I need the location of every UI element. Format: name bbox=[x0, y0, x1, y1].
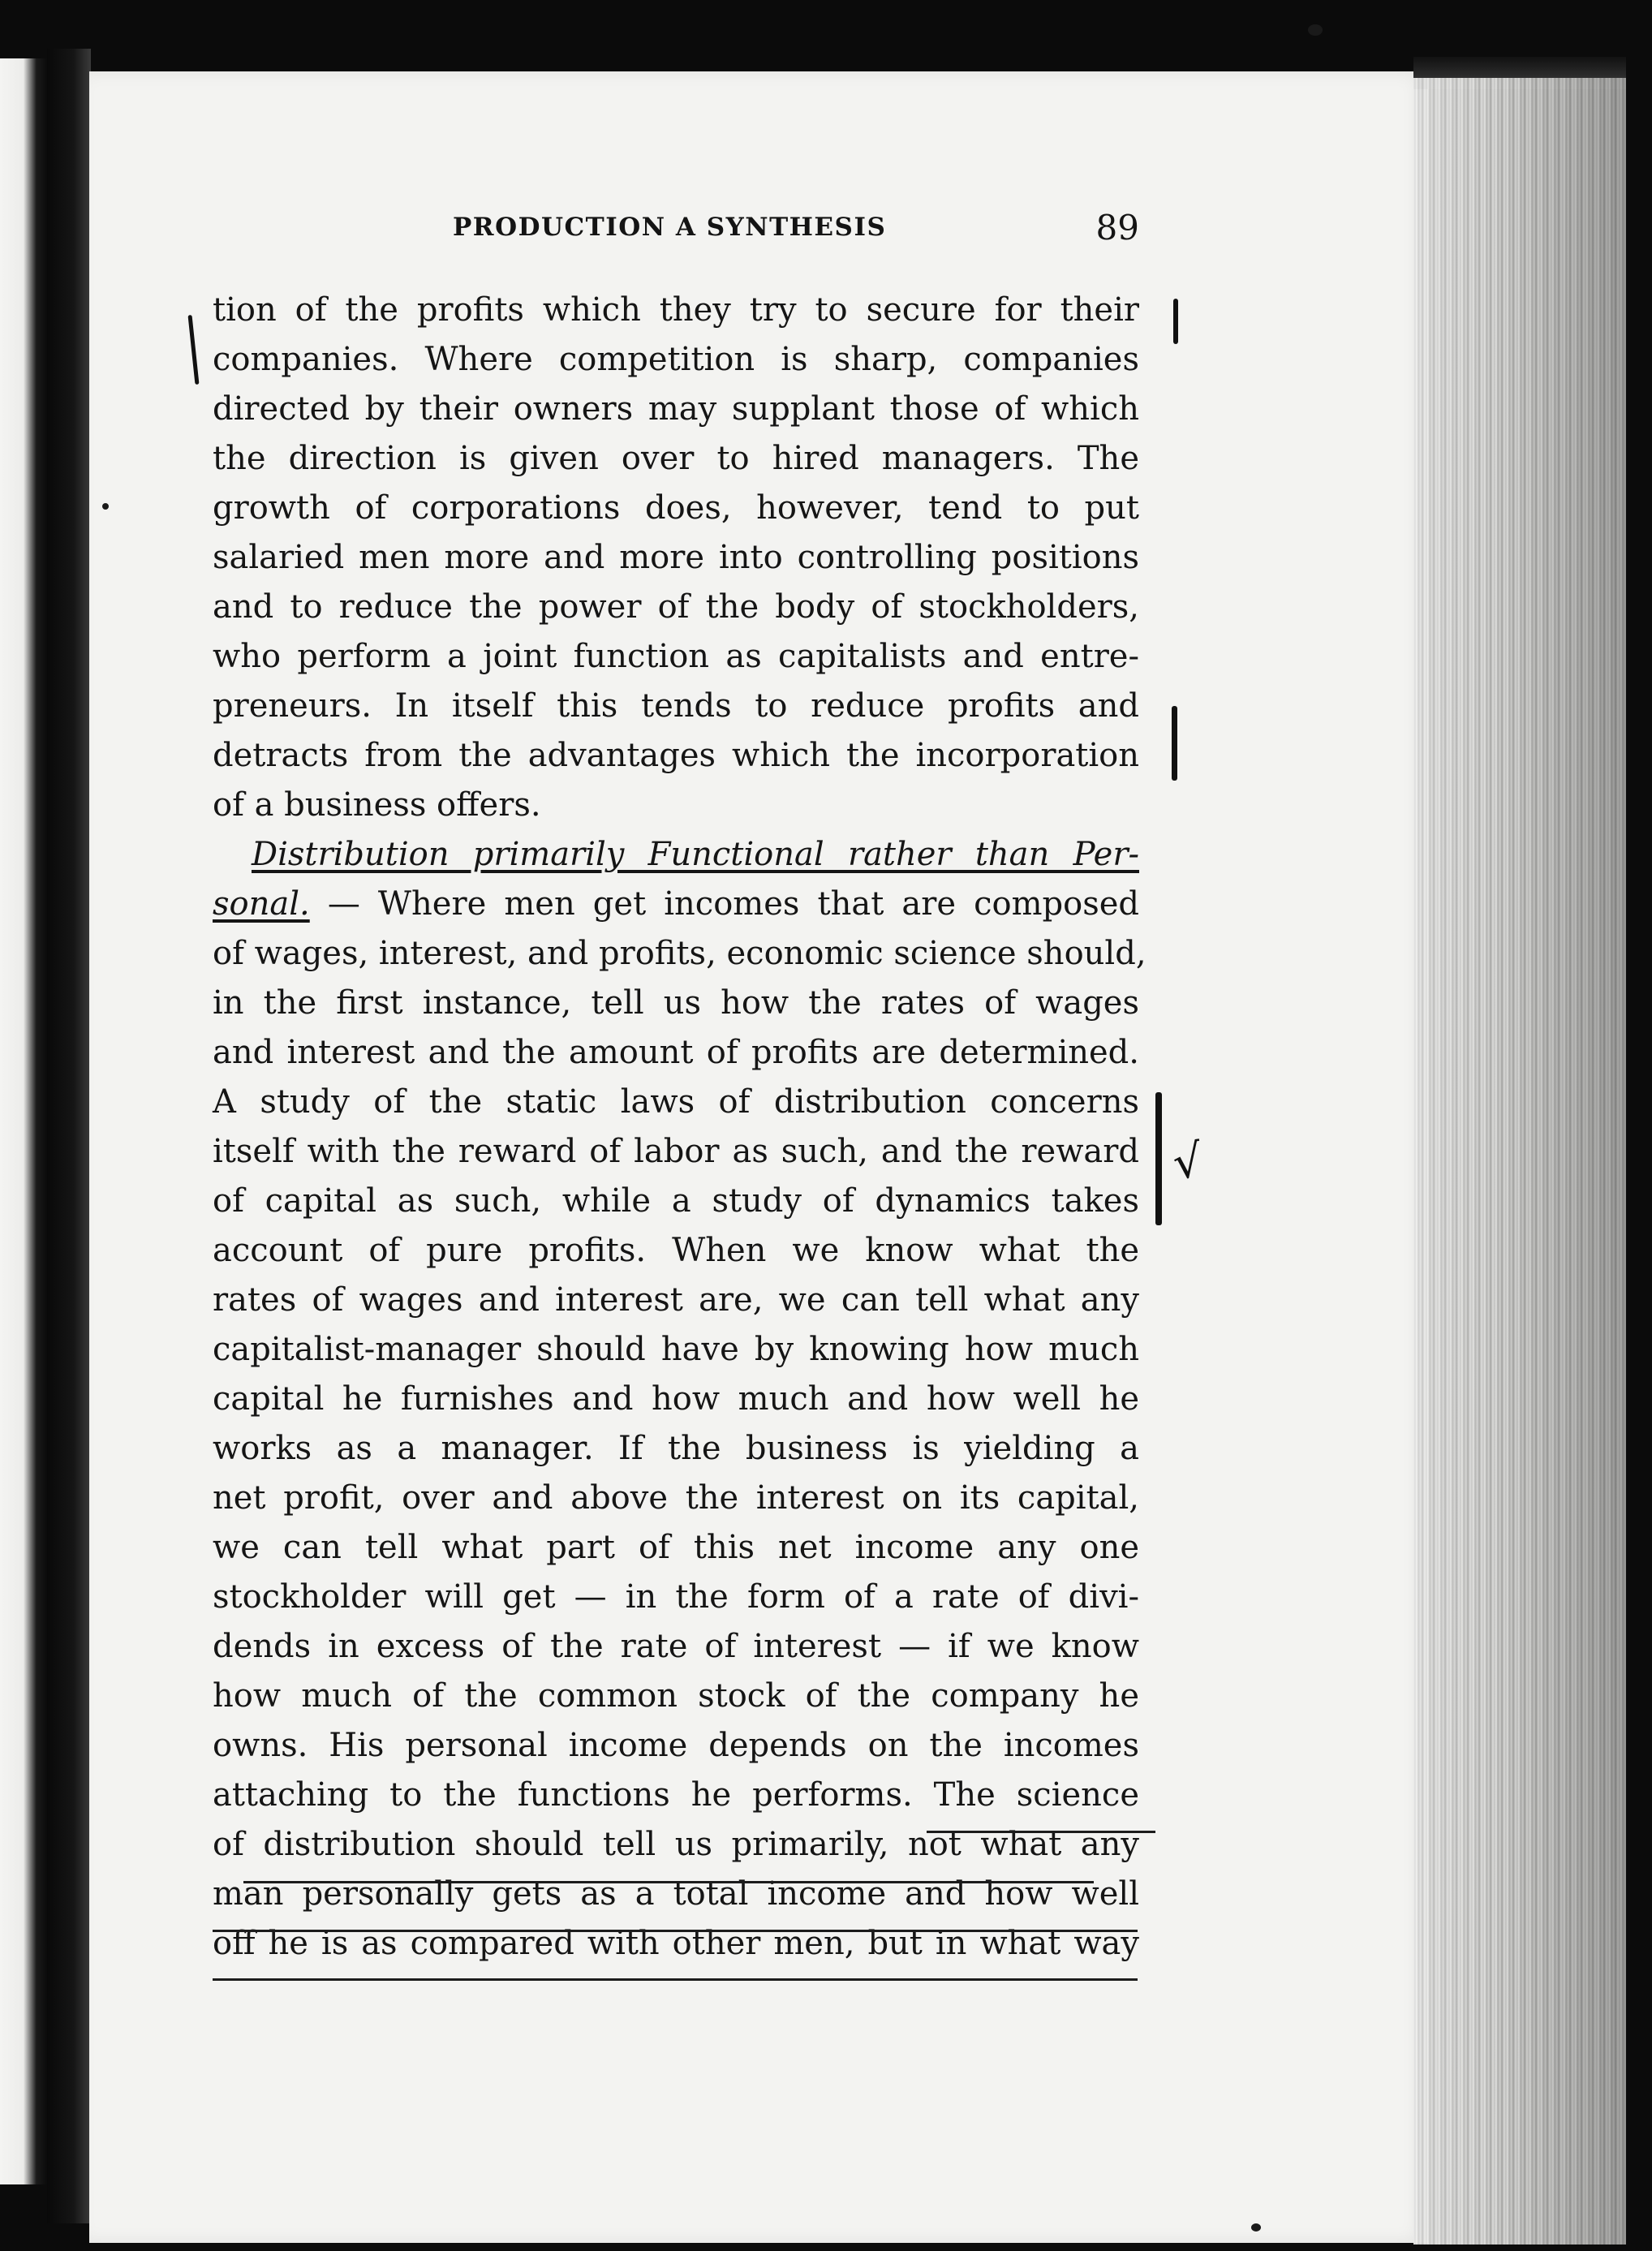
text-line: stockholder will get — in the form of a rate of divi- bbox=[213, 1578, 1139, 1616]
text-line: net profit, over and above the interest on its capital, bbox=[213, 1479, 1139, 1517]
margin-bar-right bbox=[1173, 299, 1178, 344]
text-line: preneurs. In itself this tends to reduce profits and bbox=[213, 687, 1139, 725]
text-line: and interest and the amount of profits are determined. bbox=[213, 1034, 1139, 1071]
text-line: companies. Where competition is sharp, companies bbox=[213, 341, 1139, 378]
page-header bbox=[213, 208, 1139, 258]
scan-speck bbox=[102, 503, 109, 510]
section-heading: Distribution primarily Functional rather than Per- bbox=[252, 836, 1139, 873]
text-line: and to reduce the power of the body of stockholders, bbox=[213, 588, 1139, 626]
text-line: A study of the static laws of distribution concerns bbox=[213, 1083, 1139, 1121]
scan-speck bbox=[1308, 24, 1323, 36]
scan-speck bbox=[1251, 2223, 1261, 2232]
text-run: — Where men get incomes that are composed bbox=[327, 885, 1139, 923]
text-line: how much of the common stock of the company he bbox=[213, 1677, 1139, 1715]
text-line: owns. His personal income depends on the incomes bbox=[213, 1727, 1139, 1764]
text-line: works as a manager. If the business is yielding a bbox=[213, 1430, 1139, 1467]
section-heading-end: sonal. bbox=[213, 885, 310, 923]
left-page-edge bbox=[0, 58, 52, 2184]
text-line: directed by their owners may supplant those of which bbox=[213, 390, 1139, 428]
text-line: we can tell what part of this net income any one bbox=[213, 1529, 1139, 1566]
text-line bbox=[213, 880, 1139, 929]
handwritten-underline bbox=[927, 1831, 1155, 1833]
text-line: off he is as compared with other men, but in what way bbox=[213, 1925, 1139, 1962]
text-line: who perform a joint function as capitalists and entre- bbox=[213, 638, 1139, 675]
text-line: of wages, interest, and profits, economic science should, bbox=[213, 935, 1147, 972]
handwritten-underline bbox=[243, 1881, 1094, 1883]
text-line: of capital as such, while a study of dynamics takes bbox=[213, 1182, 1139, 1220]
text-line: man personally gets as a total income and how well bbox=[213, 1875, 1139, 1913]
margin-bar-right bbox=[1155, 1092, 1162, 1225]
text-line: rates of wages and interest are, we can tell what any bbox=[213, 1281, 1139, 1319]
page-number: 89 bbox=[1095, 208, 1139, 247]
text-line: dends in excess of the rate of interest — if we know bbox=[213, 1628, 1139, 1665]
text-line: the direction is given over to hired managers. The bbox=[213, 440, 1139, 477]
text-line: attaching to the functions he performs. The science bbox=[213, 1776, 1139, 1814]
text-line: detracts from the advantages which the incorporation bbox=[213, 737, 1139, 774]
running-head: PRODUCTION A SYNTHESIS bbox=[453, 213, 887, 242]
text-line: growth of corporations does, however, tend to put bbox=[213, 489, 1139, 527]
text-line: salaried men more and more into controlling positions bbox=[213, 539, 1139, 576]
text-line: tion of the profits which they try to secure for their bbox=[213, 291, 1139, 329]
text-line: of a business offers. bbox=[213, 786, 541, 824]
text-line: capitalist-manager should have by knowing how much bbox=[213, 1331, 1139, 1368]
text-line: of distribution should tell us primarily, not what any bbox=[213, 1826, 1139, 1863]
margin-check-mark: √ bbox=[1169, 1134, 1207, 1191]
book-gutter bbox=[47, 49, 91, 2223]
page-stack-shading bbox=[1413, 78, 1626, 2245]
handwritten-underline bbox=[213, 1930, 1138, 1932]
text-line: capital he furnishes and how much and how well he bbox=[213, 1380, 1139, 1418]
body-text bbox=[213, 286, 1147, 1969]
text-line: account of pure profits. When we know what the bbox=[213, 1232, 1139, 1269]
text-line: itself with the reward of labor as such, and the reward bbox=[213, 1133, 1139, 1170]
text-line: in the first instance, tell us how the rates of wages bbox=[213, 984, 1139, 1022]
margin-bar-right bbox=[1172, 706, 1177, 781]
handwritten-underline bbox=[213, 1978, 1138, 1981]
